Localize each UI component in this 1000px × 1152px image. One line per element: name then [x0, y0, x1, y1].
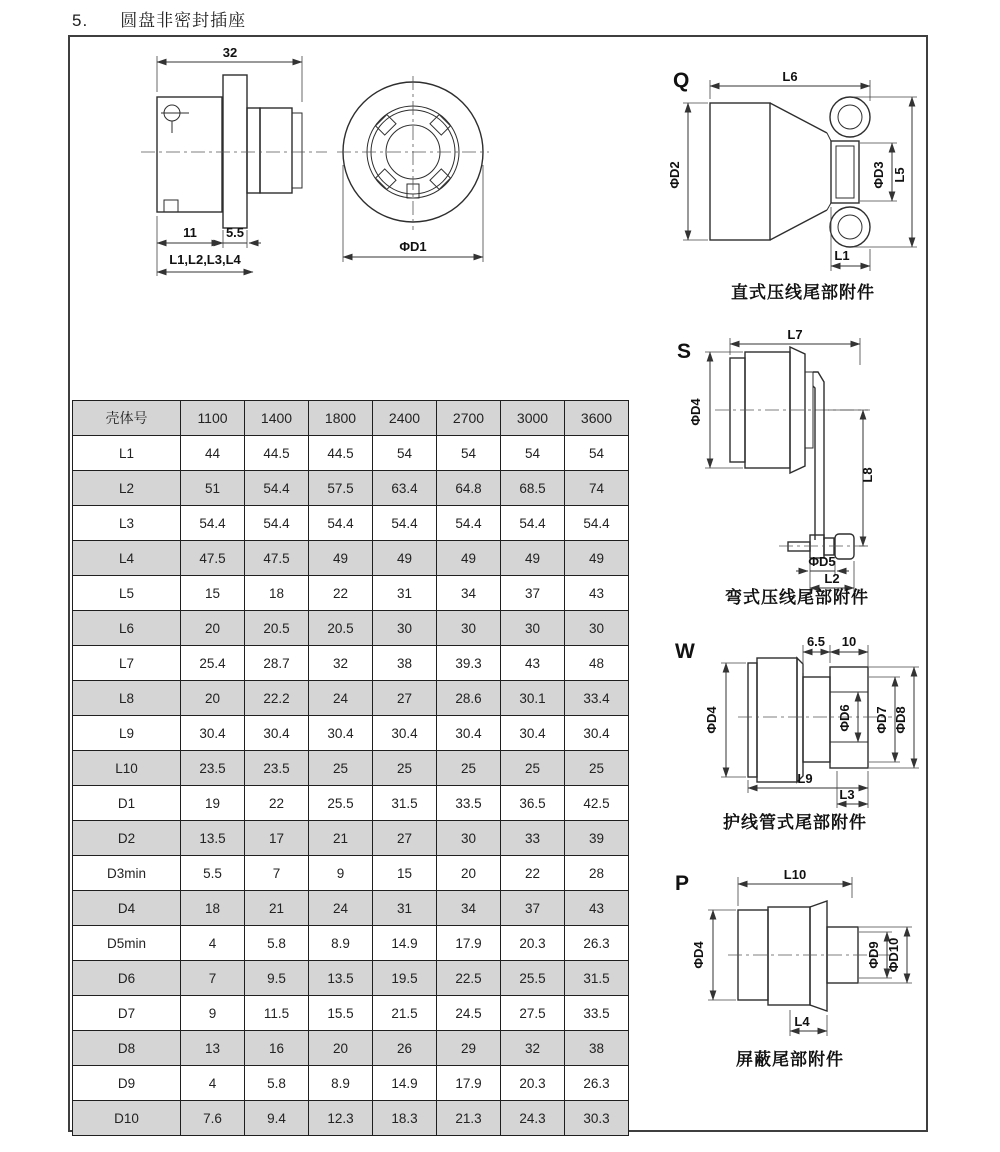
dimension-cell: 28 — [565, 856, 629, 891]
dimension-cell: 54.4 — [565, 506, 629, 541]
table-row — [73, 1066, 629, 1101]
dimension-cell: 68.5 — [501, 471, 565, 506]
dimension-cell: 31 — [373, 576, 437, 611]
dimension-cell: 43 — [565, 891, 629, 926]
dimension-cell: 7.6 — [181, 1101, 245, 1136]
dimension-cell: 19 — [181, 786, 245, 821]
dimension-cell: 25.4 — [181, 646, 245, 681]
dimension-cell: 4 — [181, 1066, 245, 1101]
dimension-cell: 25 — [565, 751, 629, 786]
dimension-cell: 38 — [373, 646, 437, 681]
accessory-p-letter: P — [675, 872, 690, 895]
table-row — [73, 541, 629, 576]
table-row — [73, 681, 629, 716]
dimension-cell: 21 — [309, 821, 373, 856]
dimension-cell: 47.5 — [245, 541, 309, 576]
dimension-cell: 20 — [309, 1031, 373, 1066]
table-row — [73, 891, 629, 926]
dim-d4-label: ΦD4 — [688, 398, 703, 426]
accessory-q-letter: Q — [673, 69, 690, 92]
dimension-cell: 34 — [437, 576, 501, 611]
row-label: L5 — [73, 576, 181, 611]
accessory-p-drawing — [655, 860, 940, 1075]
dimension-cell: 14.9 — [373, 1066, 437, 1101]
accessory-q-drawing — [655, 55, 935, 320]
dim-10-label: 10 — [841, 634, 857, 649]
dimension-cell: 16 — [245, 1031, 309, 1066]
table-row — [73, 926, 629, 961]
dim-11-label: 11 — [183, 225, 197, 240]
dimension-cell: 44 — [181, 436, 245, 471]
dimension-cell: 14.9 — [373, 926, 437, 961]
dim-l8-label: L8 — [860, 467, 875, 483]
table-row — [73, 576, 629, 611]
table-row — [73, 961, 629, 996]
dimension-cell: 20 — [437, 856, 501, 891]
dimension-cell: 9 — [181, 996, 245, 1031]
dimension-cell: 30.4 — [373, 716, 437, 751]
dimension-cell: 30.1 — [501, 681, 565, 716]
row-label: D2 — [73, 821, 181, 856]
table-header-cell: 3000 — [501, 401, 565, 436]
dimension-cell: 54.4 — [501, 506, 565, 541]
accessory-s-letter: S — [677, 340, 692, 363]
row-label: L6 — [73, 611, 181, 646]
dimension-cell: 11.5 — [245, 996, 309, 1031]
dimension-cell: 74 — [565, 471, 629, 506]
dimension-cell: 20.5 — [309, 611, 373, 646]
accessory-w-letter: W — [675, 640, 695, 663]
dimension-cell: 24.5 — [437, 996, 501, 1031]
dimension-cell: 30.4 — [501, 716, 565, 751]
dimension-cell: 24 — [309, 891, 373, 926]
dim-32-label: 32 — [222, 45, 238, 60]
dimension-cell: 54.4 — [437, 506, 501, 541]
dimension-cell: 54.4 — [245, 506, 309, 541]
dim-l1-label: L1 — [834, 248, 850, 263]
dimension-cell: 54.4 — [245, 471, 309, 506]
dimension-cell: 31.5 — [565, 961, 629, 996]
dimension-cell: 54 — [501, 436, 565, 471]
dim-d8-label: ΦD8 — [893, 706, 908, 734]
dim-l10-label: L10 — [783, 867, 807, 882]
dimension-cell: 19.5 — [373, 961, 437, 996]
row-label: L2 — [73, 471, 181, 506]
dimension-cell: 34 — [437, 891, 501, 926]
dimension-cell: 30.4 — [565, 716, 629, 751]
dimension-cell: 26.3 — [565, 1066, 629, 1101]
dim-d5-label: ΦD5 — [808, 554, 836, 569]
dimension-cell: 9.4 — [245, 1101, 309, 1136]
dim-l6-label: L6 — [782, 69, 798, 84]
table-row — [73, 751, 629, 786]
dimension-cell: 30.4 — [437, 716, 501, 751]
dimension-cell: 37 — [501, 891, 565, 926]
dim-l2-label: L2 — [824, 571, 840, 586]
table-row — [73, 506, 629, 541]
table-row — [73, 471, 629, 506]
dimension-cell: 4 — [181, 926, 245, 961]
table-header-cell: 1800 — [309, 401, 373, 436]
dimension-cell: 25.5 — [501, 961, 565, 996]
dimension-cell: 25 — [501, 751, 565, 786]
dimension-cell: 30.4 — [245, 716, 309, 751]
dim-l5-label: L5 — [892, 167, 907, 183]
dimension-cell: 28.7 — [245, 646, 309, 681]
side-view — [141, 45, 327, 276]
dimension-cell: 9 — [309, 856, 373, 891]
dimension-cell: 36.5 — [501, 786, 565, 821]
row-label: L1 — [73, 436, 181, 471]
dimension-cell: 48 — [565, 646, 629, 681]
dim-d1-label: ΦD1 — [399, 239, 427, 254]
dimension-cell: 5.8 — [245, 1066, 309, 1101]
dimension-cell: 17.9 — [437, 926, 501, 961]
dimension-cell: 30 — [373, 611, 437, 646]
dimension-cell: 49 — [565, 541, 629, 576]
dimension-cell: 21.5 — [373, 996, 437, 1031]
dimension-cell: 33.4 — [565, 681, 629, 716]
row-label: L9 — [73, 716, 181, 751]
dimension-cell: 25 — [373, 751, 437, 786]
dimension-cell: 24.3 — [501, 1101, 565, 1136]
dimension-cell: 23.5 — [181, 751, 245, 786]
dimension-cell: 54 — [565, 436, 629, 471]
accessory-s-caption: 弯式压线尾部附件 — [725, 588, 869, 607]
row-label: L4 — [73, 541, 181, 576]
table-row — [73, 856, 629, 891]
dimension-cell: 12.3 — [309, 1101, 373, 1136]
table-row — [73, 716, 629, 751]
row-label: D1 — [73, 786, 181, 821]
dim-d7-label: ΦD7 — [874, 706, 889, 734]
dimension-cell: 44.5 — [245, 436, 309, 471]
dimension-cell: 54.4 — [181, 506, 245, 541]
dimension-cell: 25.5 — [309, 786, 373, 821]
row-label: L10 — [73, 751, 181, 786]
table-row — [73, 821, 629, 856]
dim-l9-label: L9 — [797, 771, 813, 786]
dim-l3-label: L3 — [839, 787, 855, 802]
dimension-cell: 57.5 — [309, 471, 373, 506]
accessory-q-caption: 直式压线尾部附件 — [731, 283, 875, 302]
dimension-cell: 23.5 — [245, 751, 309, 786]
dim-d4-label: ΦD4 — [704, 706, 719, 734]
table-header-cell: 2700 — [437, 401, 501, 436]
table-header-shell-size: 壳体号 — [73, 401, 181, 436]
dimension-cell: 13.5 — [181, 821, 245, 856]
dimension-cell: 42.5 — [565, 786, 629, 821]
dimension-cell: 22.5 — [437, 961, 501, 996]
dimension-cell: 24 — [309, 681, 373, 716]
dimension-cell: 9.5 — [245, 961, 309, 996]
dimension-cell: 5.5 — [181, 856, 245, 891]
dimension-cell: 54.4 — [309, 506, 373, 541]
row-label: D6 — [73, 961, 181, 996]
dimension-cell: 33 — [501, 821, 565, 856]
dimension-cell: 54 — [437, 436, 501, 471]
dimension-cell: 7 — [181, 961, 245, 996]
row-label: D5min — [73, 926, 181, 961]
dimension-cell: 18.3 — [373, 1101, 437, 1136]
section-number: 5. — [72, 11, 89, 30]
row-label: L7 — [73, 646, 181, 681]
table-header-cell: 1100 — [181, 401, 245, 436]
dimension-cell: 20.3 — [501, 1066, 565, 1101]
table-row — [73, 436, 629, 471]
dim-5-5-label: 5.5 — [225, 225, 245, 240]
dimension-cell: 49 — [309, 541, 373, 576]
dimension-table-head-row — [73, 401, 629, 436]
dim-d6-label: ΦD6 — [837, 704, 852, 732]
dimension-cell: 43 — [565, 576, 629, 611]
dimension-cell: 17 — [245, 821, 309, 856]
row-label: D10 — [73, 1101, 181, 1136]
dimension-cell: 44.5 — [309, 436, 373, 471]
dim-l7-label: L7 — [787, 327, 803, 342]
dimension-cell: 22.2 — [245, 681, 309, 716]
accessory-w-drawing — [655, 630, 940, 835]
dimension-cell: 31 — [373, 891, 437, 926]
table-header-cell: 3600 — [565, 401, 629, 436]
dimension-cell: 13.5 — [309, 961, 373, 996]
dimension-cell: 25 — [437, 751, 501, 786]
section-title: 圆盘非密封插座 — [120, 11, 247, 30]
dimension-cell: 31.5 — [373, 786, 437, 821]
dimension-cell: 25 — [309, 751, 373, 786]
dimension-cell: 21 — [245, 891, 309, 926]
table-row — [73, 996, 629, 1031]
dimension-cell: 29 — [437, 1031, 501, 1066]
dimension-cell: 20.3 — [501, 926, 565, 961]
dimension-cell: 54.4 — [373, 506, 437, 541]
front-view — [337, 76, 489, 262]
dimension-cell: 15 — [181, 576, 245, 611]
row-label: L8 — [73, 681, 181, 716]
dim-d9-label: ΦD9 — [866, 941, 881, 969]
dimension-cell: 15 — [373, 856, 437, 891]
dimension-cell: 22 — [245, 786, 309, 821]
knurled-body — [757, 658, 797, 782]
table-header-cell: 1400 — [245, 401, 309, 436]
dimension-cell: 39 — [565, 821, 629, 856]
row-label: L3 — [73, 506, 181, 541]
dimension-cell: 64.8 — [437, 471, 501, 506]
dim-d3-label: ΦD3 — [871, 161, 886, 189]
main-connector-drawing — [85, 40, 565, 310]
dimension-cell: 30.4 — [181, 716, 245, 751]
dimension-cell: 43 — [501, 646, 565, 681]
dimension-cell: 18 — [245, 576, 309, 611]
dimension-cell: 30.4 — [309, 716, 373, 751]
row-label: D9 — [73, 1066, 181, 1101]
dimension-cell: 20 — [181, 681, 245, 716]
dimension-cell: 27.5 — [501, 996, 565, 1031]
dimension-cell: 22 — [501, 856, 565, 891]
dim-d4-label: ΦD4 — [691, 941, 706, 969]
accessory-w-caption: 护线管式尾部附件 — [723, 813, 867, 832]
knurled-body — [768, 907, 810, 1005]
dimension-cell: 8.9 — [309, 1066, 373, 1101]
table-row — [73, 786, 629, 821]
knurled-coupling-ring — [223, 75, 247, 228]
dimension-cell: 47.5 — [181, 541, 245, 576]
dimension-cell: 5.8 — [245, 926, 309, 961]
dimension-cell: 8.9 — [309, 926, 373, 961]
dimension-cell: 37 — [501, 576, 565, 611]
dimension-cell: 21.3 — [437, 1101, 501, 1136]
dimension-cell: 39.3 — [437, 646, 501, 681]
dimension-cell: 54 — [373, 436, 437, 471]
dimension-cell: 20.5 — [245, 611, 309, 646]
dim-d10-label: ΦD10 — [886, 937, 901, 973]
dimension-cell: 26.3 — [565, 926, 629, 961]
dimension-cell: 27 — [373, 821, 437, 856]
row-label: D8 — [73, 1031, 181, 1066]
dimension-table-body — [73, 436, 629, 1136]
dim-6-5-label: 6.5 — [806, 634, 826, 649]
dimension-cell: 30 — [501, 611, 565, 646]
dimension-cell: 38 — [565, 1031, 629, 1066]
dim-l4-label: L4 — [794, 1014, 810, 1029]
dimension-cell: 18 — [181, 891, 245, 926]
dimension-cell: 26 — [373, 1031, 437, 1066]
table-row — [73, 646, 629, 681]
dimension-cell: 49 — [437, 541, 501, 576]
dimension-cell: 32 — [309, 646, 373, 681]
table-row — [73, 1101, 629, 1136]
dimension-cell: 13 — [181, 1031, 245, 1066]
dimension-table — [72, 400, 629, 1136]
dimension-cell: 30 — [565, 611, 629, 646]
dim-d2-label: ΦD2 — [667, 161, 682, 189]
dimension-cell: 27 — [373, 681, 437, 716]
page-title — [72, 6, 246, 31]
dimension-cell: 15.5 — [309, 996, 373, 1031]
dimension-cell: 30.3 — [565, 1101, 629, 1136]
dimension-cell: 28.6 — [437, 681, 501, 716]
dimension-cell: 22 — [309, 576, 373, 611]
table-header-cell: 2400 — [373, 401, 437, 436]
row-label: D4 — [73, 891, 181, 926]
knurled-body — [710, 103, 770, 240]
accessory-s-drawing — [655, 327, 935, 620]
dimension-cell: 63.4 — [373, 471, 437, 506]
dimension-cell: 20 — [181, 611, 245, 646]
row-label: D3min — [73, 856, 181, 891]
dimension-cell: 49 — [373, 541, 437, 576]
dimension-cell: 33.5 — [437, 786, 501, 821]
dimension-cell: 33.5 — [565, 996, 629, 1031]
dimension-cell: 7 — [245, 856, 309, 891]
table-row — [73, 611, 629, 646]
dimension-cell: 30 — [437, 611, 501, 646]
dimension-cell: 32 — [501, 1031, 565, 1066]
dimension-cell: 51 — [181, 471, 245, 506]
dimension-cell: 49 — [501, 541, 565, 576]
dim-l1-l4-label: L1,L2,L3,L4 — [169, 252, 241, 267]
dimension-cell: 30 — [437, 821, 501, 856]
accessory-p-caption: 屏蔽尾部附件 — [736, 1050, 844, 1069]
row-label: D7 — [73, 996, 181, 1031]
table-row — [73, 1031, 629, 1066]
dimension-cell: 17.9 — [437, 1066, 501, 1101]
